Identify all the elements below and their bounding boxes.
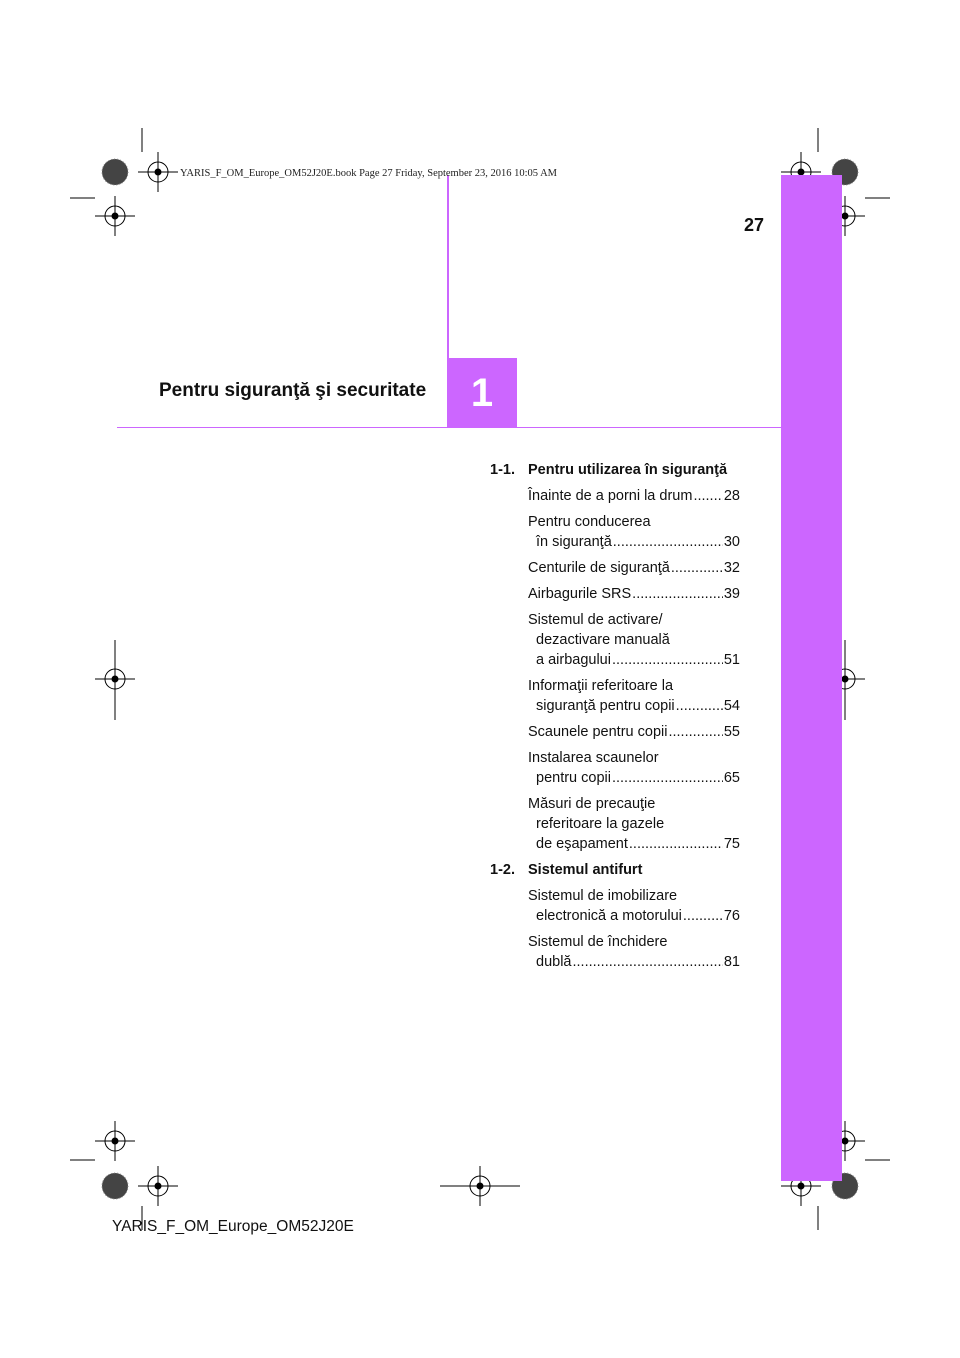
chapter-number-box: [447, 358, 517, 428]
toc-entry-text: Airbagurile SRS: [528, 586, 632, 602]
dot-leader: [572, 952, 722, 972]
toc-entry-text: în siguranţă: [536, 534, 612, 550]
toc-entry[interactable]: [528, 748, 740, 788]
toc-section-title: Sistemul antifurt: [528, 862, 643, 878]
toc-entry[interactable]: [528, 932, 740, 972]
toc-entry-text: electronică a motorului: [536, 908, 682, 924]
toc-entry-text: de eşapament: [536, 836, 628, 852]
dot-leader: [676, 696, 723, 716]
dot-leader: [683, 906, 723, 926]
chapter-number: 1: [470, 370, 494, 415]
toc-entry[interactable]: [528, 676, 740, 716]
toc-entry[interactable]: [528, 610, 740, 670]
toc-entry-page: 54: [723, 698, 740, 714]
chapter-side-tab: [781, 175, 842, 1181]
toc-entry[interactable]: [528, 558, 740, 578]
toc-entry-text: Sistemul de activare/: [528, 612, 663, 628]
accent-vertical-line: [447, 175, 449, 358]
toc-entry-page: 65: [723, 770, 740, 786]
toc-section-number: 1-1.: [490, 462, 515, 478]
toc-entry-page: 75: [723, 836, 740, 852]
toc-section-number: 1-2.: [490, 862, 515, 878]
toc-entry-text: referitoare la gazele: [536, 816, 665, 832]
toc-entry-page: 81: [723, 954, 740, 970]
sunburst-mark: [102, 159, 128, 185]
dot-leader: [629, 834, 723, 854]
toc-section: [490, 460, 740, 854]
toc-section: [490, 860, 740, 972]
toc-entry-text: dublă: [536, 954, 572, 970]
toc-entry-text: Sistemul de imobilizare: [528, 888, 678, 904]
toc-entry[interactable]: [528, 886, 740, 926]
dot-leader: [693, 486, 722, 506]
toc-entry-text: Măsuri de precauţie: [528, 796, 656, 812]
crosshair-mark: [95, 1121, 135, 1161]
crosshair-mark: [95, 196, 135, 236]
toc-entry-text: siguranţă pentru copii: [536, 698, 675, 714]
dot-leader: [671, 558, 723, 578]
toc-entry[interactable]: [528, 486, 740, 506]
toc-entry-text: dezactivare manuală: [536, 632, 670, 648]
dot-leader: [612, 650, 723, 670]
file-info-header: YARIS_F_OM_Europe_OM52J20E.book Page 27 Friday, September 23, 2016 10:05 AM: [180, 168, 558, 179]
toc-entry-page: 30: [723, 534, 740, 550]
toc-entry-page: 32: [723, 560, 740, 576]
toc-entry-text: pentru copii: [536, 770, 611, 786]
dot-leader: [668, 722, 722, 742]
toc-entry-text: Instalarea scaunelor: [528, 750, 659, 766]
toc-entry-text: Sistemul de închidere: [528, 934, 668, 950]
toc-entry-page: 51: [723, 652, 740, 668]
toc-entry-page: 55: [723, 724, 740, 740]
footer-model-code: YARIS_F_OM_Europe_OM52J20E: [112, 1218, 354, 1235]
toc-entry-text: Scaunele pentru copii: [528, 724, 668, 740]
table-of-contents: [490, 460, 740, 978]
toc-entry[interactable]: [528, 722, 740, 742]
toc-entry[interactable]: [528, 512, 740, 552]
toc-entry-text: Înainte de a porni la drum: [528, 488, 693, 504]
crosshair-mark: [138, 1166, 178, 1206]
toc-entry-text: Centurile de siguranţă: [528, 560, 670, 576]
sunburst-mark: [102, 1173, 128, 1199]
toc-entry[interactable]: [528, 794, 740, 854]
chapter-title: Pentru siguranţă şi securitate: [159, 380, 427, 401]
toc-entry-page: 76: [723, 908, 740, 924]
dot-leader: [613, 532, 723, 552]
page-number: 27: [744, 215, 765, 235]
crosshair-mark: [138, 152, 178, 192]
toc-entry-page: 39: [723, 586, 740, 602]
toc-section-title: Pentru utilizarea în siguranţă: [528, 462, 728, 478]
toc-entry[interactable]: [528, 584, 740, 604]
toc-entry-text: Informaţii referitoare la: [528, 678, 674, 694]
toc-entry-text: a airbagului: [536, 652, 611, 668]
toc-entry-page: 28: [723, 488, 740, 504]
dot-leader: [612, 768, 723, 788]
dot-leader: [632, 584, 723, 604]
toc-entry-text: Pentru conducerea: [528, 514, 651, 530]
